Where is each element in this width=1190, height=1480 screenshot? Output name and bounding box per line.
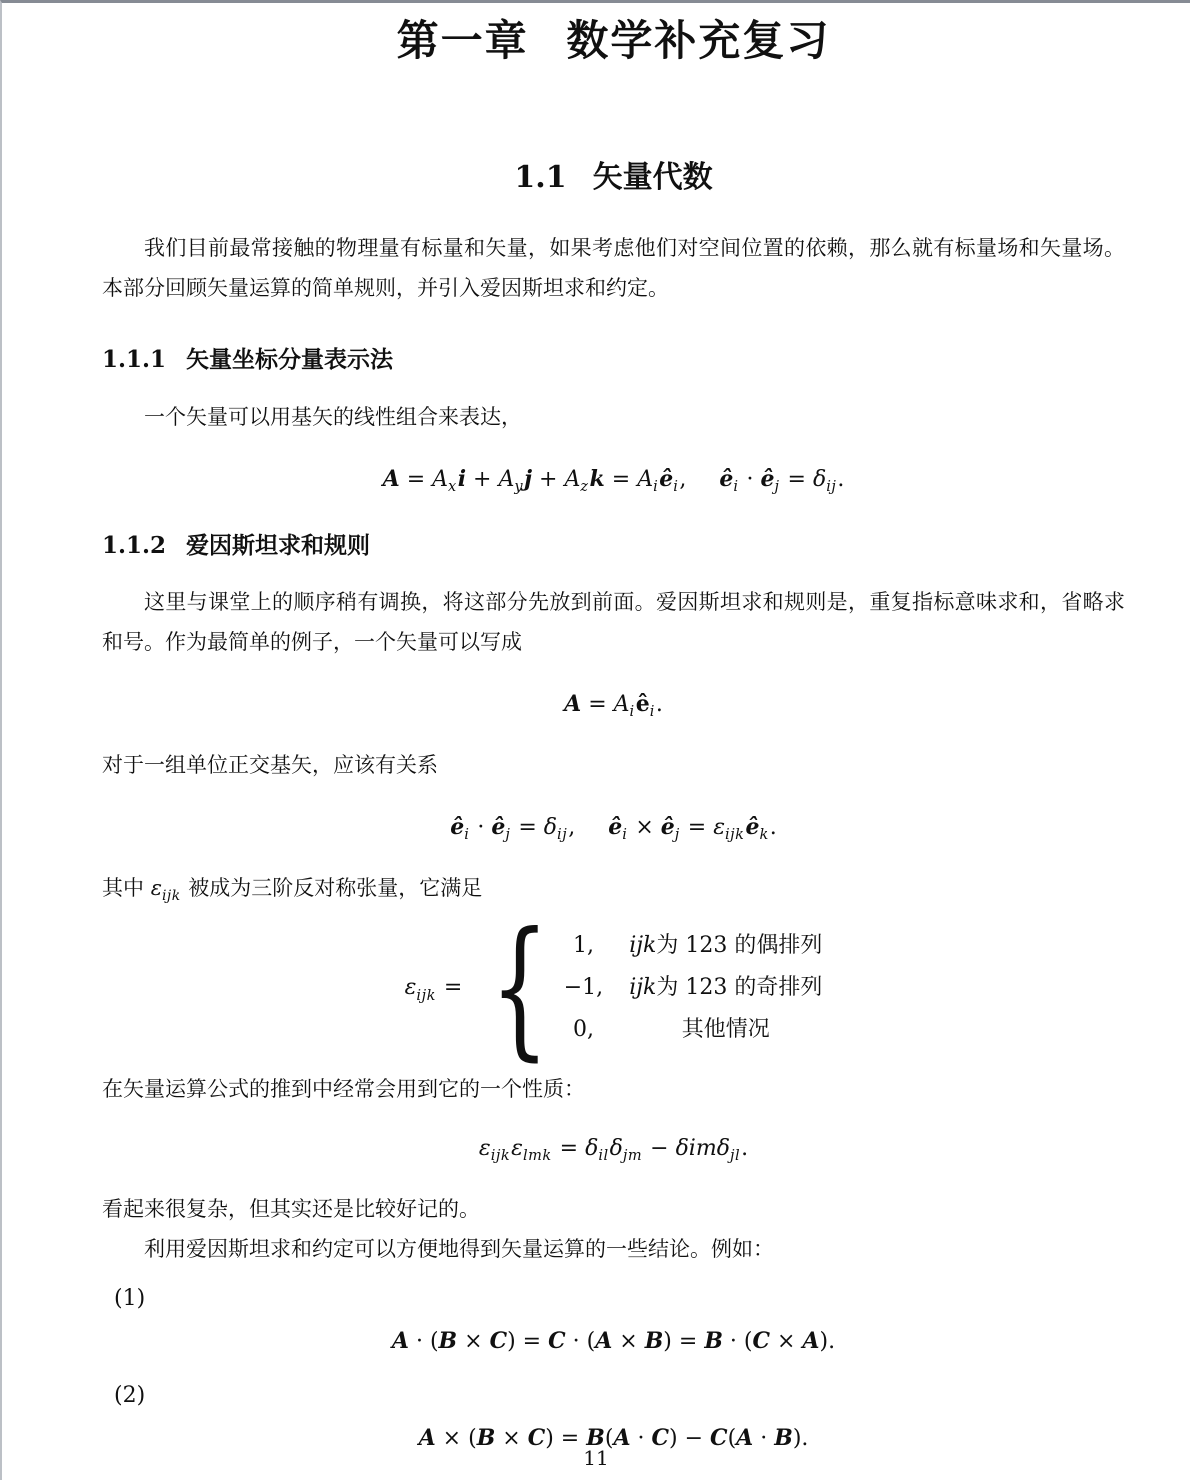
- formula-epsilon-identity: $\varepsilon_{ijk}\varepsilon_{lmk} = \delta_{il}\delta_{jm} - \delta im\delta_{jl}$.: [478, 1135, 749, 1165]
- subsection-1-1-2-heading: [102, 530, 1125, 562]
- example-1-label: (1): [114, 1285, 146, 1311]
- sub2-paragraph-4: 在矢量运算公式的推到中经常会用到它的一个性质：: [102, 1076, 585, 1101]
- sub1-paragraph: 一个矢量可以用基矢的线性组合来表达，: [144, 404, 522, 429]
- sub2-paragraph-3-pre: 其中: [102, 875, 151, 900]
- sub2-paragraph-1: 这里与课堂上的顺序稍有调换，将这部分先放到前面。爱因斯坦求和规则是，重复指标意味求和，省略求和号。作为最简单的例子，一个矢量可以写成: [102, 589, 1125, 654]
- sub2-paragraph-3: [102, 868, 1125, 911]
- section-number: 1.1: [514, 159, 567, 195]
- case-1-condition: ijk为 123 的偶排列: [629, 932, 823, 958]
- example-2-label: (2): [114, 1382, 146, 1408]
- case-2-condition: ijk为 123 的奇排列: [629, 974, 823, 1000]
- subsection-1-1-2-name: 爱因斯坦求和规则: [186, 532, 371, 559]
- section-heading: [102, 158, 1125, 199]
- sub2-paragraph-6: 利用爱因斯坦求和约定可以方便地得到矢量运算的一些结论。例如：: [144, 1236, 774, 1261]
- subsection-1-1-1-number: 1.1.1: [102, 346, 167, 374]
- subsection-1-1-1-heading: [102, 344, 1125, 376]
- case-1-value: 1,: [572, 932, 594, 958]
- formula-epsilon-cases: [102, 900, 1125, 1075]
- formula-scalar-triple-product: A · (B × C) = C · (A × B) = B · (C × A).: [391, 1327, 836, 1354]
- epsilon-cases-lhs: $\varepsilon_{ijk}$ =: [404, 975, 463, 1004]
- intro-paragraph: 我们目前最常接触的物理量有标量和矢量，如果考虑他们对空间位置的依赖，那么就有标量场和矢量场。本部分回顾矢量运算的简单规则，并引入爱因斯坦求和约定。: [102, 236, 1125, 301]
- chapter-name: 数学补充复习: [566, 16, 831, 65]
- chapter-number: 第一章: [396, 16, 529, 65]
- epsilon-inline-math: $\varepsilon_{ijk}$: [150, 875, 181, 905]
- subsection-1-1-1-name: 矢量坐标分量表示法: [186, 347, 394, 374]
- cases-grid: [564, 925, 823, 1051]
- page-number: 11: [583, 1446, 609, 1470]
- case-3-value: 0,: [572, 1016, 594, 1042]
- formula-vector-decomposition: $A = A_xi + A_yj + A_zk$ = $A_iê_i$, $ê_i$ · $ê_j = \delta_{ij}$.: [382, 465, 845, 496]
- case-2-value: −1,: [563, 974, 604, 1000]
- chapter-title: [102, 11, 1125, 72]
- section-name: 矢量代数: [592, 159, 713, 195]
- cases-left-brace: {: [490, 900, 550, 1075]
- sub2-paragraph-5: 看起来很复杂，但其实还是比较好记的。: [102, 1196, 480, 1221]
- formula-basis-relations: $ê_i$ · $ê_j = \delta_{ij}$, $ê_i$ × $ê_j$ = $\varepsilon_{ijk}ê_k$.: [450, 813, 777, 844]
- sub2-paragraph-3-post: 被成为三阶反对称张量，它满足: [181, 875, 483, 900]
- formula-einstein-vector: $A = A_iê_i$.: [564, 690, 663, 721]
- sub2-paragraph-2: 对于一组单位正交基矢，应该有关系: [102, 752, 438, 777]
- formula-vector-triple-product: A × (B × C) = B(A · C) − C(A · B).: [418, 1424, 809, 1451]
- subsection-1-1-2-number: 1.1.2: [102, 531, 167, 559]
- case-3-condition: 其他情况: [681, 1016, 770, 1042]
